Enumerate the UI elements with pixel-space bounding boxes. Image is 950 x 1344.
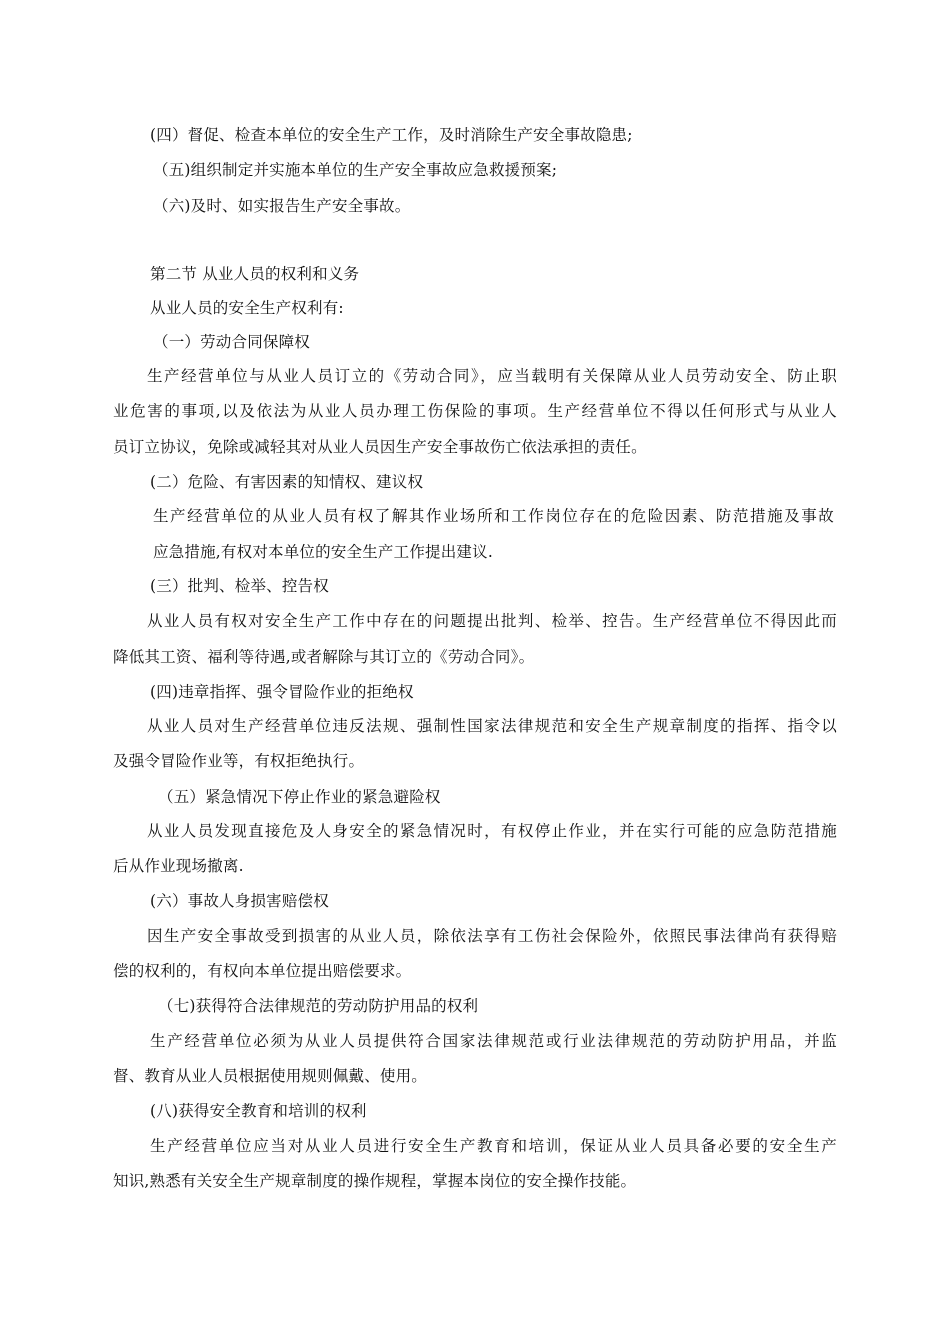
text-line: 知识,熟悉有关安全生产规章制度的操作规程，掌握本岗位的安全操作技能。 bbox=[113, 1172, 637, 1190]
subsection-heading: （五）紧急情况下停止作业的紧急避险权 bbox=[158, 788, 441, 806]
subsection-heading: (六）事故人身损害赔偿权 bbox=[150, 892, 329, 910]
subsection-heading: (三）批判、检举、控告权 bbox=[150, 577, 329, 595]
text-line: 偿的权利的，有权向本单位提出赔偿要求。 bbox=[113, 962, 412, 980]
text-line: 业危害的事项,以及依法为从业人员办理工伤保险的事项。生产经营单位不得以任何形式与从业人 bbox=[113, 402, 837, 420]
text-line: 因生产安全事故受到损害的从业人员，除依法享有工伤社会保险外，依照民事法律尚有获得赔 bbox=[147, 927, 837, 945]
text-line: （六)及时、如实报告生产安全事故。 bbox=[153, 197, 411, 215]
subsection-heading: （七)获得符合法律规范的劳动防护用品的权利 bbox=[158, 997, 479, 1015]
subsection-heading: （一）劳动合同保障权 bbox=[153, 333, 311, 351]
text-line: 生产经营单位的从业人员有权了解其作业场所和工作岗位存在的危险因素、防范措施及事故 bbox=[153, 507, 834, 525]
text-line: (四）督促、检查本单位的安全生产工作，及时消除生产安全事故隐患; bbox=[150, 126, 633, 144]
text-line: （五)组织制定并实施本单位的生产安全事故应急救援预案; bbox=[153, 161, 558, 179]
subsection-heading: (四)违章指挥、强令冒险作业的拒绝权 bbox=[150, 683, 414, 701]
text-line: 从业人员的安全生产权利有: bbox=[150, 299, 344, 317]
text-line: 及强令冒险作业等，有权拒绝执行。 bbox=[113, 752, 365, 770]
subsection-heading: (二）危险、有害因素的知情权、建议权 bbox=[150, 473, 424, 491]
text-line: 生产经营单位必须为从业人员提供符合国家法律规范或行业法律规范的劳动防护用品，并监 bbox=[150, 1032, 837, 1050]
text-line: 从业人员有权对安全生产工作中存在的问题提出批判、检举、控告。生产经营单位不得因此而 bbox=[147, 612, 837, 630]
text-line: 从业人员发现直接危及人身安全的紧急情况时，有权停止作业，并在实行可能的应急防范措施 bbox=[147, 822, 837, 840]
text-line: 生产经营单位与从业人员订立的《劳动合同》，应当载明有关保障从业人员劳动安全、防止职 bbox=[147, 367, 837, 385]
text-line: 降低其工资、福利等待遇,或者解除与其订立的《劳动合同》。 bbox=[113, 648, 535, 666]
text-line: 生产经营单位应当对从业人员进行安全生产教育和培训，保证从业人员具备必要的安全生产 bbox=[150, 1137, 837, 1155]
text-line: 督、教育从业人员根据使用规则佩戴、使用。 bbox=[113, 1067, 428, 1085]
subsection-heading: (八)获得安全教育和培训的权利 bbox=[150, 1102, 367, 1120]
text-line: 后从作业现场撤离. bbox=[113, 857, 244, 875]
section-heading: 第二节 从业人员的权利和义务 bbox=[150, 265, 360, 283]
text-line: 从业人员对生产经营单位违反法规、强制性国家法律规范和安全生产规章制度的指挥、指令以 bbox=[147, 717, 837, 735]
text-line: 应急措施,有权对本单位的安全生产工作提出建议. bbox=[153, 543, 493, 561]
text-line: 员订立协议，免除或减轻其对从业人员因生产安全事故伤亡依法承担的责任。 bbox=[113, 438, 647, 456]
